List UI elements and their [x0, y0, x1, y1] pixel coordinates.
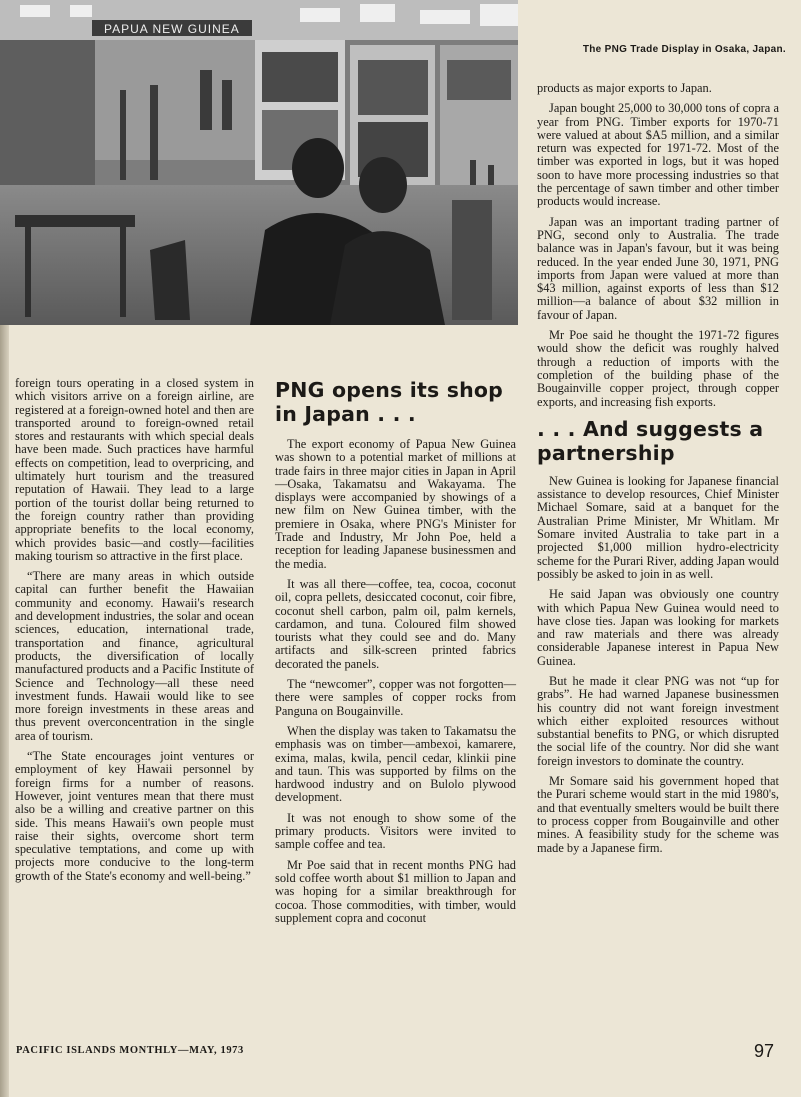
trade-display-photo [0, 0, 518, 325]
headline-suggests-partnership: . . . And suggests a partnership [537, 416, 764, 465]
column-png-opens-shop [275, 378, 516, 932]
paragraph: “There are many areas in which outside capital can further benefit the Hawaiian community and economy. Hawaii's research and development industries, the solar and ocean sciences, education, international trade, transportation and finance, agricultural products, the diversification of locally manufactured products and a Pacific Institute of Science and Technology—all these need investment funds. Hawaii would like to see more foreign investments in these areas and thus prevent overconcentration in the single area of tourism. [15, 569, 254, 743]
paragraph: When the display was taken to Takamatsu the emphasis was on timber—ambexoi, kamarere, exima, malas, kwila, pencil cedar, klinkii pine and taun. This was supported by films on the hardwood industry and on Bulolo plywood development. [275, 723, 516, 805]
page-number: 97 [753, 1041, 774, 1061]
paragraph: He said Japan was obviously one country with which Papua New Guinea would need to have close ties. Japan was looking for markets and raw materials and there was already considerable Japanese interest in Papua New Guinea. [537, 587, 779, 668]
headline-png-opens-shop: PNG opens its shop in Japan . . . [275, 378, 504, 426]
photo-caption: The PNG Trade Display in Osaka, Japan. [582, 44, 786, 55]
paragraph: Japan was an important trading partner of PNG, second only to Australia. The trade balance was in Japan's favour, but it was being reduced. In the year ended June 30, 1971, PNG imports from Japan were valued at more than $43 million, against exports of less than $12 million—a balance of about $32 million in favour of Japan. [537, 214, 779, 322]
paragraph: Mr Poe said that in recent months PNG had sold coffee worth about $1 million to Japan and was hoping for a similar breakthrough for cocoa. Those commodities, with timber, would supplement copra and coconut [275, 857, 516, 925]
paragraph: Japan bought 25,000 to 30,000 tons of copra a year from PNG. Timber exports for 1970-71 were valued at about $A5 million, and a similar return was expected for 1971-72. Most of the timber was exported in logs, but it was hoped soon to have more processing industries so that the percentage of sawn timber and other timber products would increase. [537, 101, 779, 209]
paragraph: Mr Poe said he thought the 1971-72 figures would show the deficit was roughly halved through a reduction of imports with the completion of the building phase of the Bougainville copper project, through copper exports, and increasing fish exports. [537, 328, 779, 409]
paragraph: New Guinea is looking for Japanese financial assistance to develop resources, Chief Minister Michael Somare, said at a banquet for the Australian Prime Minister, Mr Whitlam. Mr Somare invited Australia to take part in a projected $1,000 million hydro-electricity scheme for the Purari River, adding Japan would possibly be asked to join in as well. [537, 473, 779, 581]
paragraph: products as major exports to Japan. [537, 81, 712, 95]
column-trade-and-partnership [537, 82, 779, 862]
paragraph: The “newcomer”, copper was not forgotten—there were samples of copper rocks from Panguna on Bougainville. [275, 677, 516, 718]
paragraph: The export economy of Papua New Guinea was shown to a potential market of millions at trade fairs in three major cities in Japan in April—Osaka, Takamatsu and Wakayama. The displays were accompanied by showings of a new film on New Guinea timber, with the premiere in Osaka, where PNG's Minister for Trade and Industry, Mr John Poe, held a reception for leading Japanese businessmen and the media. [275, 437, 516, 571]
sign-text: PAPUA NEW GUINEA [104, 22, 240, 36]
paragraph: foreign tours operating in a closed system in which visitors arrive on a foreign airline, are registered at a foreign-owned hotel and then are transported around to foreign-owned retail stores and restaurants with which special deals have been made. Such practices have harmful effects on competition, lead to overpricing, and ultimately hurt tourism and the treasured reputation of Hawaii. They lead to a large portion of the tourist dollar being returned to the foreign country rather than providing appropriate benefits to the local economy, which provides basic—and costly—facilities making tourism so attractive in the first place. [15, 376, 254, 563]
paragraph: It was not enough to show some of the primary products. Visitors were invited to sample coffee and tea. [275, 810, 516, 852]
paragraph: Mr Somare said his government hoped that the Purari scheme would start in the mid 1980's, and that eventually smelters would be built there to process copper from Bougainville and other mines. A feasibility study for the scheme was made by a Japanese firm. [537, 774, 779, 855]
column-hawaii-investment [15, 377, 254, 890]
paragraph: It was all there—coffee, tea, cocoa, coconut oil, copra pellets, desiccated coconut, coir fibre, coconut shell carbon, palm oil, palm kernels, cardamon, and tuna. Coloured film showed tourists what they could see and do. Many artifacts and silk-screen printed fabrics decorated the panels. [275, 576, 516, 671]
publication-footer: PACIFIC ISLANDS MONTHLY—MAY, 1973 [16, 1045, 244, 1056]
paragraph: “The State encourages joint ventures or employment of key Hawaii personnel by foreign firms for a number of reasons. However, joint ventures mean that there must also be a willing and creative partner on this side. This means Hawaii's own people must raise their sights, overcome short term speculative temptations, and come up with projects more conducive to the long-term growth of the State's economy and well-being.” [15, 749, 254, 883]
paragraph: But he made it clear PNG was not “up for grabs”. He had warned Japanese businessmen his country did not want foreign investment which either exploited resources without substantial benefits to PNG, or which disrupted the social life of the country. Nor did she want foreign investors to dominate the country. [537, 673, 779, 768]
